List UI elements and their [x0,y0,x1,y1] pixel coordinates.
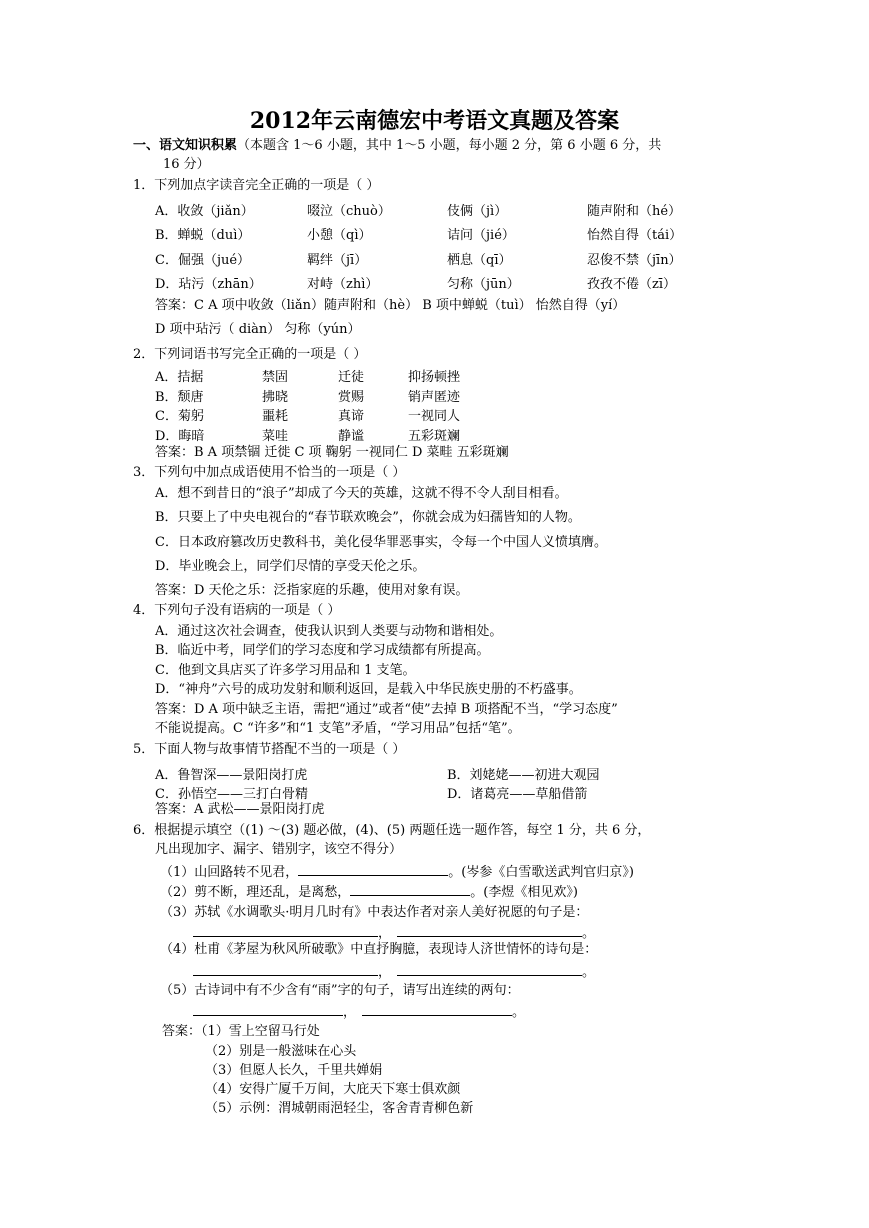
q2-stem: 2．下列词语书写完全正确的一项是（ ） [133,347,367,362]
q3-option-c: C．日本政府篡改历史教科书，美化侵华罪恶事实，令每一个中国人义愤填膺。 [155,535,607,550]
q6-item-3: （3）苏轼《水调歌头·明月几时有》中表达作者对亲人美好祝愿的句子是： [160,905,589,920]
q2-c-2: 噩耗 [262,409,289,424]
q1-a-4: 随声附和（hé） [587,204,682,219]
q6-item-4-blanks [193,961,595,983]
q6-item-4-comma: ， [378,965,392,980]
q2-b-2: 拂晓 [262,390,289,405]
q1-c-3: 栖息（qī） [447,253,512,268]
q1-b-2: 小憩（qì） [307,228,372,243]
q6-answer [162,1022,320,1042]
q1-a-1: A．收敛（jiǎn） [155,204,254,219]
q4-option-b: B．临近中考，同学们的学习态度和学习成绩都有所提高。 [155,643,490,658]
q2-a-2: 禁固 [262,370,289,385]
q6-item-5-period: 。 [512,1005,526,1020]
q3-option-b: B．只要上了中央电视台的“春节联欢晚会”，你就会成为妇孺皆知的人物。 [155,510,581,525]
q6-item-2-text: （2）剪不断，理还乱，是离愁， [160,885,351,900]
q4-option-a: A．通过这次社会调查，使我认识到人类要与动物和谐相处。 [155,624,503,639]
section-title: 一、语文知识积累 [133,138,238,153]
q1-b-3: 诘问（jié） [447,228,515,243]
q2-b-3: 赏赐 [338,390,365,405]
q3-option-d: D．毕业晚会上，同学们尽情的享受天伦之乐。 [155,559,426,574]
q5-option-c: C．孙悟空——三打白骨精 [155,787,308,802]
q2-d-4: 五彩斑斓 [408,429,461,444]
q1-c-1: C．倔强（jué） [155,253,251,268]
q2-answer: 答案：B A 项禁锢 迁徙 C 项 鞠躬 一视同仁 D 菜畦 五彩斑斓 [155,445,509,460]
q2-b-1: B．颓唐 [155,390,204,405]
q4-stem: 4．下列句子没有语病的一项是（ ） [133,603,341,618]
q3-option-a: A．想不到昔日的“浪子”却成了今天的英雄，这就不得不令人刮目相看。 [155,486,568,501]
q6-answer-2: （2）别是一般滋味在心头 [205,1044,357,1059]
q1-d-1: D．玷污（zhān） [155,277,262,292]
q6-item-1-text: （1）山回路转不见君， [160,865,299,880]
q2-a-3: 迁徒 [338,370,365,385]
q6-item-5-blank-2[interactable] [362,1001,512,1016]
q5-option-a: A．鲁智深——景阳岗打虎 [155,768,308,783]
q2-a-4: 抑扬顿挫 [408,370,461,385]
q1-d-4: 孜孜不倦（zī） [587,277,677,292]
q1-d-3: 匀称（jūn） [447,277,520,292]
q4-answer-cont: 不能说提高。C “许多”和“1 支笔”矛盾，“学习用品”包括“笔”。 [155,721,521,736]
q6-item-1-blank[interactable] [298,861,448,876]
q2-b-4: 销声匿迹 [408,390,461,405]
q6-item-4-period: 。 [582,965,596,980]
q1-answer: 答案：C A 项中收敛（liǎn）随声附和（hè） B 项中蝉蜕（tuì） 怡然自得（yí） [155,298,626,313]
q4-option-d: D．“神舟”六号的成功发射和顺利返回，是载入中华民族史册的不朽盛事。 [155,682,582,697]
q5-option-b: B．刘姥姥——初进大观园 [447,768,600,783]
q6-item-3-comma: ， [378,926,392,941]
q6-item-4: （4）杜甫《茅屋为秋风所破歌》中直抒胸臆，表现诗人济世情怀的诗句是： [160,942,598,957]
q6-answer-4: （4）安得广厦千万间，大庇天下寒士俱欢颜 [205,1082,461,1097]
q3-answer: 答案：D 天伦之乐：泛指家庭的乐趣，使用对象有误。 [155,583,469,598]
q6-item-5-blanks [193,1001,525,1023]
q4-answer: 答案：D A 项中缺乏主语，需把“通过”或者“使”去掉 B 项搭配不当，“学习态度” [155,702,618,717]
q6-item-5-comma: ， [343,1005,357,1020]
q1-a-3: 伎俩（jì） [447,204,508,219]
q6-answer-3: （3）但愿人长久，千里共婵娟 [205,1063,383,1078]
q6-item-4-blank-2[interactable] [397,961,582,976]
q6-item-2 [160,881,578,903]
q5-stem: 5．下面人物与故事情节搭配不当的一项是（ ） [133,742,406,757]
q6-item-4-blank-1[interactable] [193,961,378,976]
q2-c-3: 真谛 [338,409,365,424]
q6-stem: 6．根据提示填空（(1) ～(3) 题必做，(4)、(5) 两题任选一题作答，每空 1 分，共 6 分， [133,823,651,838]
q2-d-2: 菜哇 [262,429,289,444]
q6-item-1 [160,861,634,883]
q1-c-2: 羁绊（jī） [307,253,368,268]
q1-d-2: 对峙（zhì） [307,277,379,292]
q1-stem: 1．下列加点字读音完全正确的一项是（ ） [133,178,380,193]
q6-item-5-blank-1[interactable] [193,1001,343,1016]
q1-b-4: 怡然自得（tái） [587,228,683,243]
q6-item-3-blank-2[interactable] [397,922,582,937]
q6-answer-1: （1）雪上空留马行处 [201,1024,320,1039]
page-title: 2012年云南德宏中考语文真题及答案 [249,108,620,134]
q2-c-1: C．菊躬 [155,409,204,424]
q6-item-2-source: 。(李煜《相见欢》) [470,885,578,900]
q2-a-1: A．拮据 [155,370,204,385]
q6-item-1-source: 。(岑参《白雪歌送武判官归京》) [448,865,634,880]
q6-item-3-blank-1[interactable] [193,922,378,937]
q2-c-4: 一视同人 [408,409,461,424]
section-note: （本题含 1～6 小题，其中 1～5 小题，每小题 2 分，第 6 小题 6 分，共 [237,138,662,153]
q2-d-3: 静谧 [338,429,365,444]
q6-stem-cont: 凡出现加字、漏字、错别字，该空不得分） [155,842,403,857]
q6-item-2-blank[interactable] [350,881,470,896]
q6-item-3-period: 。 [582,926,596,941]
q6-item-5: （5）古诗词中有不少含有“雨”字的句子，请写出连续的两句： [160,983,520,998]
section-heading [133,136,661,156]
q1-answer-cont: D 项中玷污（ diàn） 匀称（yún） [155,322,361,337]
section-note-cont: 16 分） [163,157,210,172]
q4-option-c: C．他到文具店买了许多学习用品和 1 支笔。 [155,663,416,678]
q1-b-1: B．蝉蜕（duì） [155,228,251,243]
q3-stem: 3．下列句中加点成语使用不恰当的一项是（ ） [133,465,406,480]
q6-answer-label: 答案： [162,1024,202,1039]
q5-answer: 答案：A 武松——景阳岗打虎 [155,802,325,817]
q1-a-2: 啜泣（chuò） [307,204,391,219]
q1-c-4: 忍俊不禁（jīn） [587,253,682,268]
q5-option-d: D．诸葛亮——草船借箭 [447,787,588,802]
q2-d-1: D．晦暗 [155,429,205,444]
q6-answer-5: （5）示例：渭城朝雨浥轻尘，客舍青青柳色新 [205,1101,474,1116]
